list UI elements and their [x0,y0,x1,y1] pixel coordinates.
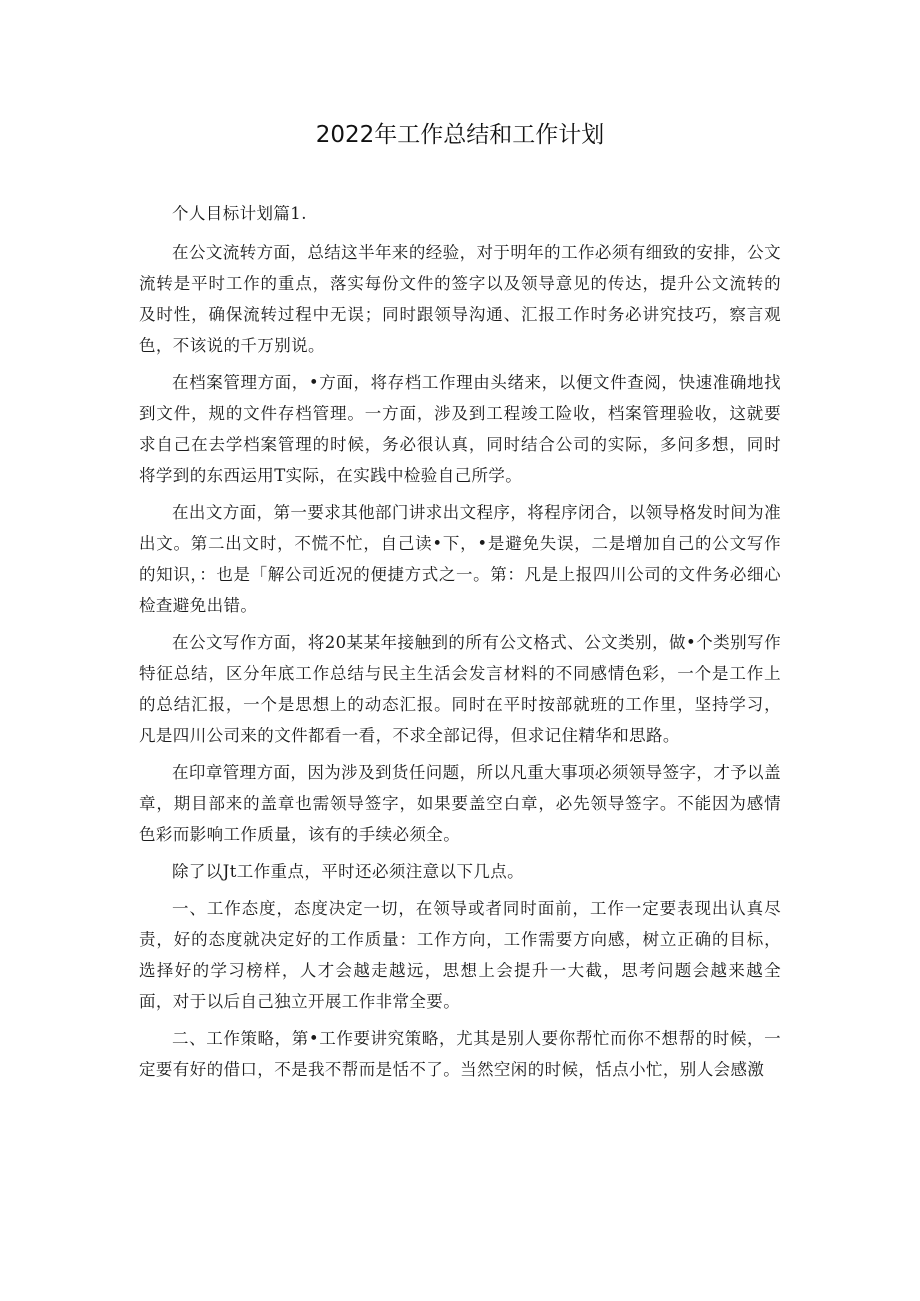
paragraph-work-attitude: 一、工作态度，态度决定一切，在领导或者同时面前，工作一定要表现出认真尽责，好的态度就决定好的工作质量：工作方向，工作需要方向感，树立正确的目标，选择好的学习榜样，人才会越走越远，思想上会提升一大截，思考问题会越来越全面，对于以后自己独立开展工作非常全要。 [139,899,781,1011]
section-subtitle: 个人目标计划篇1. [172,204,307,223]
paragraph-document-flow: 在公文流转方面，总结这半年来的经验，对于明年的工作必须有细致的安排，公文流转是平时工作的重点，落实每份文件的签字以及领导意见的传达，提升公文流转的及时性，确保流转过程中无误；同时跟领导沟通、汇报工作时务必讲究技巧，察言观色，不该说的千万别说。 [139,243,781,355]
paragraph-work-strategy: 二、工作策略，第•工作要讲究策略，尤其是别人要你帮忙而你不想帮的时候，一定要有好的借口，不是我不帮而是恬不了。当然空闲的时候，恬点小忙，别人会感激 [139,1029,781,1079]
paragraph-document-issuing: 在出文方面，第一要求其他部门讲求出文程序，将程序闭合，以领导格发时间为准出文。第二出文时，不慌不忙，自己读•下，•是避免失误，二是增加自己的公文写作的知识，：也是「解公司近况的便捷方式之一。第：凡是上报四川公司的文件务必细心检查避免出错。 [139,503,781,615]
paragraph-archive-management: 在档案管理方面，•方面，将存档工作理由头绪来，以便文件查阅，快速准确地找到文件，规的文件存档管理。一方面，涉及到工程竣工险收，档案管理验收，这就要求自己在去学档案管理的时候，务必很认真，同时结合公司的实际，多问多想，同时将学到的东西运用T实际，在实践中检验自己所学。 [139,373,781,485]
paragraph-additional-notes: 除了以Jt工作重点，平时还必须注意以下几点。 [172,862,525,881]
paragraph-document-writing: 在公文写作方面，将20某某年接触到的所有公文格式、公文类别，做•个类别写作特征总结，区分年底工作总结与民主生活会发言材料的不同感情色彩，一个是工作上的总结汇报，一个是思想上的动态汇报。同时在平时按部就班的工作里，坚持学习，凡是四川公司来的文件都看一看，不求全部记得，但求记住精华和思路。 [139,633,781,745]
document-body [139,198,781,1085]
document-title: 2022年工作总结和工作计划 [315,122,605,148]
paragraph-seal-management: 在印章管理方面，因为涉及到货任问题，所以凡重大事项必须领导签字，才予以盖章，期目部来的盖章也需领导签字，如果要盖空白章，必先领导签字。不能因为感情色彩而影响工作质量，该有的手续必须全。 [139,763,781,844]
